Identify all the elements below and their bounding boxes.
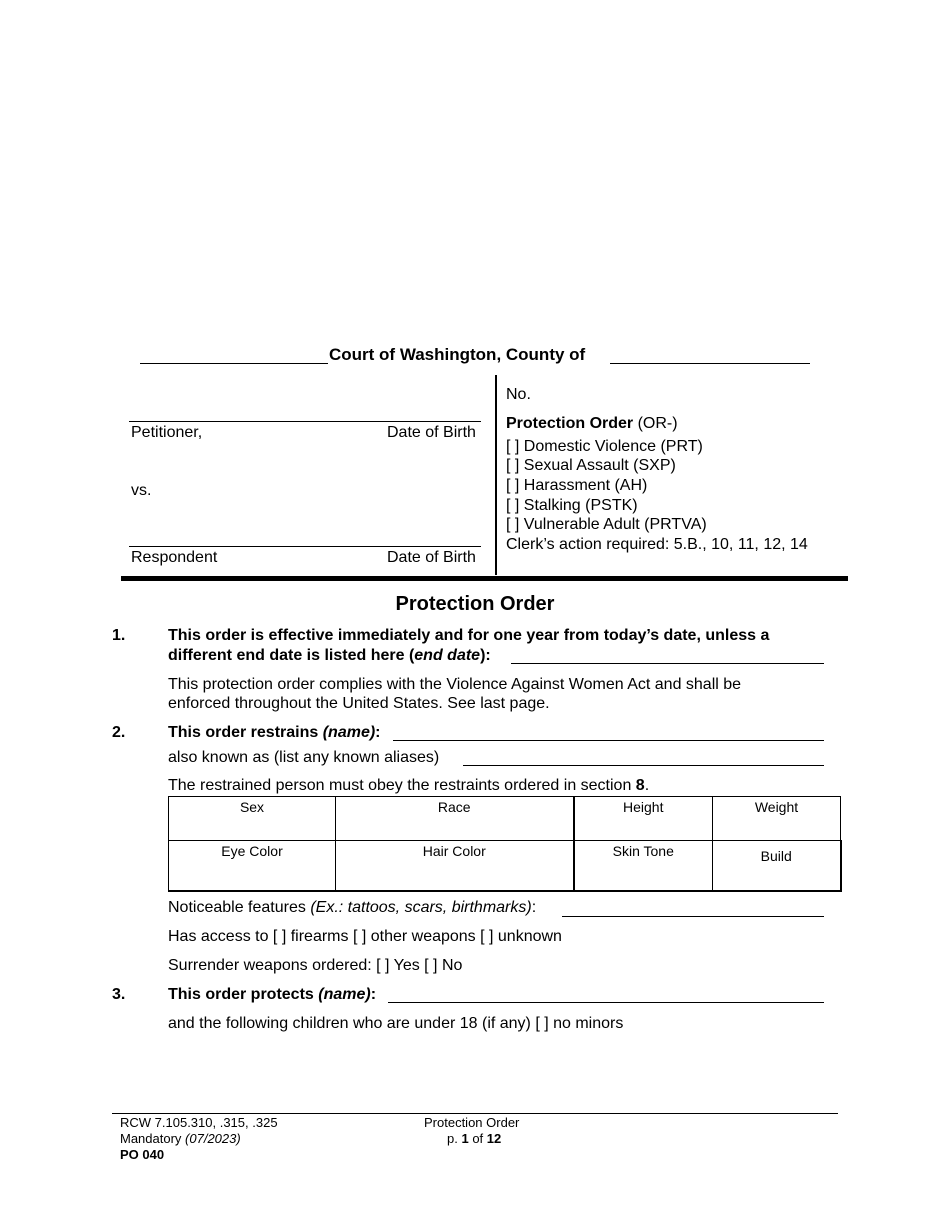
county-court-blank[interactable]	[140, 363, 328, 364]
order-type-sexual-assault[interactable]: [ ] Sexual Assault (SXP)	[506, 457, 676, 474]
order-type-code: (OR-)	[637, 415, 678, 432]
order-type-domestic-violence[interactable]: [ ] Domestic Violence (PRT)	[506, 438, 703, 455]
section-3-protects-em: (name)	[318, 986, 371, 1003]
section-2-restrains-a: This order restrains	[168, 724, 323, 741]
order-type-stalking[interactable]: [ ] Stalking (PSTK)	[506, 497, 638, 514]
eye-color-cell[interactable]: Eye Color	[169, 841, 336, 892]
protected-name-blank[interactable]	[388, 1002, 824, 1003]
section-2-number: 2.	[112, 724, 126, 741]
section-1-line2-a: different end date is listed here (	[168, 647, 415, 664]
respondent-name-blank[interactable]	[129, 546, 481, 547]
section-1-line2	[168, 647, 491, 665]
race-cell[interactable]: Race	[336, 797, 574, 841]
build-cell[interactable]: Build	[713, 841, 841, 892]
footer-page-a: p.	[447, 1131, 462, 1146]
footer-page-current: 1	[461, 1131, 469, 1146]
document-title: Protection Order	[395, 593, 555, 615]
identifiers-table	[168, 796, 842, 892]
petitioner-dob-label: Date of Birth	[387, 424, 476, 441]
footer-page-total: 12	[486, 1131, 502, 1146]
respondent-dob-label: Date of Birth	[387, 549, 476, 566]
section-1-end-date-em: end date	[414, 647, 481, 664]
hair-color-cell[interactable]: Hair Color	[336, 841, 574, 892]
caption-bottom-rule	[121, 576, 848, 581]
court-title: Court of Washington, County of	[329, 345, 586, 364]
section-1-line2-b: ):	[480, 647, 491, 664]
footer-form-name: Protection Order	[424, 1115, 520, 1130]
restrained-name-blank[interactable]	[393, 740, 824, 741]
section-1-line1: This order is effective immediately and for one year from today’s date, unless a	[168, 627, 770, 644]
weapons-access-options[interactable]: Has access to [ ] firearms [ ] other weapons [ ] unknown	[168, 928, 562, 945]
order-type-vulnerable-adult[interactable]: [ ] Vulnerable Adult (PRTVA)	[506, 516, 707, 533]
caption-divider	[495, 375, 497, 575]
section-3-protects-a: This order protects	[168, 986, 319, 1003]
vawa-line1: This protection order complies with the Violence Against Women Act and shall be	[168, 676, 742, 693]
section-3-number: 3.	[112, 986, 126, 1003]
obey-b: .	[644, 777, 650, 794]
section-2-restrains	[168, 724, 381, 742]
footer-rcw: RCW 7.105.310, .315, .325	[120, 1115, 278, 1130]
petitioner-label: Petitioner,	[131, 424, 203, 441]
vs-label: vs.	[131, 482, 152, 499]
section-3-protects	[168, 986, 376, 1004]
footer-page-of: of	[468, 1131, 487, 1146]
county-name-blank[interactable]	[610, 363, 810, 364]
footer-mandatory-date: (07/2023)	[185, 1131, 241, 1146]
section-3-protects-b: :	[370, 986, 377, 1003]
vawa-line2: enforced throughout the United States. See last page.	[168, 695, 550, 712]
table-row	[169, 841, 841, 892]
features-em: (Ex.: tattoos, scars, birthmarks)	[310, 899, 532, 916]
order-type-heading	[506, 415, 678, 433]
footer-mandatory-a: Mandatory	[120, 1131, 186, 1146]
clerk-action-note: Clerk’s action required: 5.B., 10, 11, 12, 14	[506, 536, 808, 553]
table-row	[169, 797, 841, 841]
children-under-18-label[interactable]: and the following children who are under 18 (if any) [ ] no minors	[168, 1015, 624, 1032]
weight-cell[interactable]: Weight	[713, 797, 841, 841]
surrender-weapons-options[interactable]: Surrender weapons ordered: [ ] Yes [ ] No	[168, 957, 463, 974]
order-type-harassment[interactable]: [ ] Harassment (AH)	[506, 477, 648, 494]
footer-rule	[112, 1113, 838, 1114]
end-date-blank[interactable]	[511, 663, 824, 664]
obey-restraints-note	[168, 777, 649, 795]
sex-cell[interactable]: Sex	[169, 797, 336, 841]
section-1-number: 1.	[112, 627, 126, 644]
footer-page-number	[447, 1131, 501, 1147]
features-b: :	[531, 899, 537, 916]
petitioner-name-blank[interactable]	[129, 421, 481, 422]
skin-tone-cell[interactable]: Skin Tone	[574, 841, 713, 892]
order-type-title: Protection Order	[506, 415, 634, 432]
case-number-label: No.	[506, 386, 531, 403]
respondent-label: Respondent	[131, 549, 218, 566]
aka-blank[interactable]	[463, 765, 824, 766]
section-2-restrains-em: (name)	[322, 724, 376, 741]
height-cell[interactable]: Height	[574, 797, 713, 841]
footer-mandatory	[120, 1131, 241, 1147]
obey-a: The restrained person must obey the restraints ordered in section	[168, 777, 636, 794]
features-a: Noticeable features	[168, 899, 311, 916]
noticeable-features-blank[interactable]	[562, 916, 824, 917]
noticeable-features-label	[168, 899, 536, 917]
section-2-restrains-b: :	[375, 724, 381, 741]
aka-label: also known as (list any known aliases)	[168, 749, 440, 766]
obey-section-number: 8	[635, 777, 645, 794]
footer-form-number: PO 040	[120, 1147, 165, 1162]
